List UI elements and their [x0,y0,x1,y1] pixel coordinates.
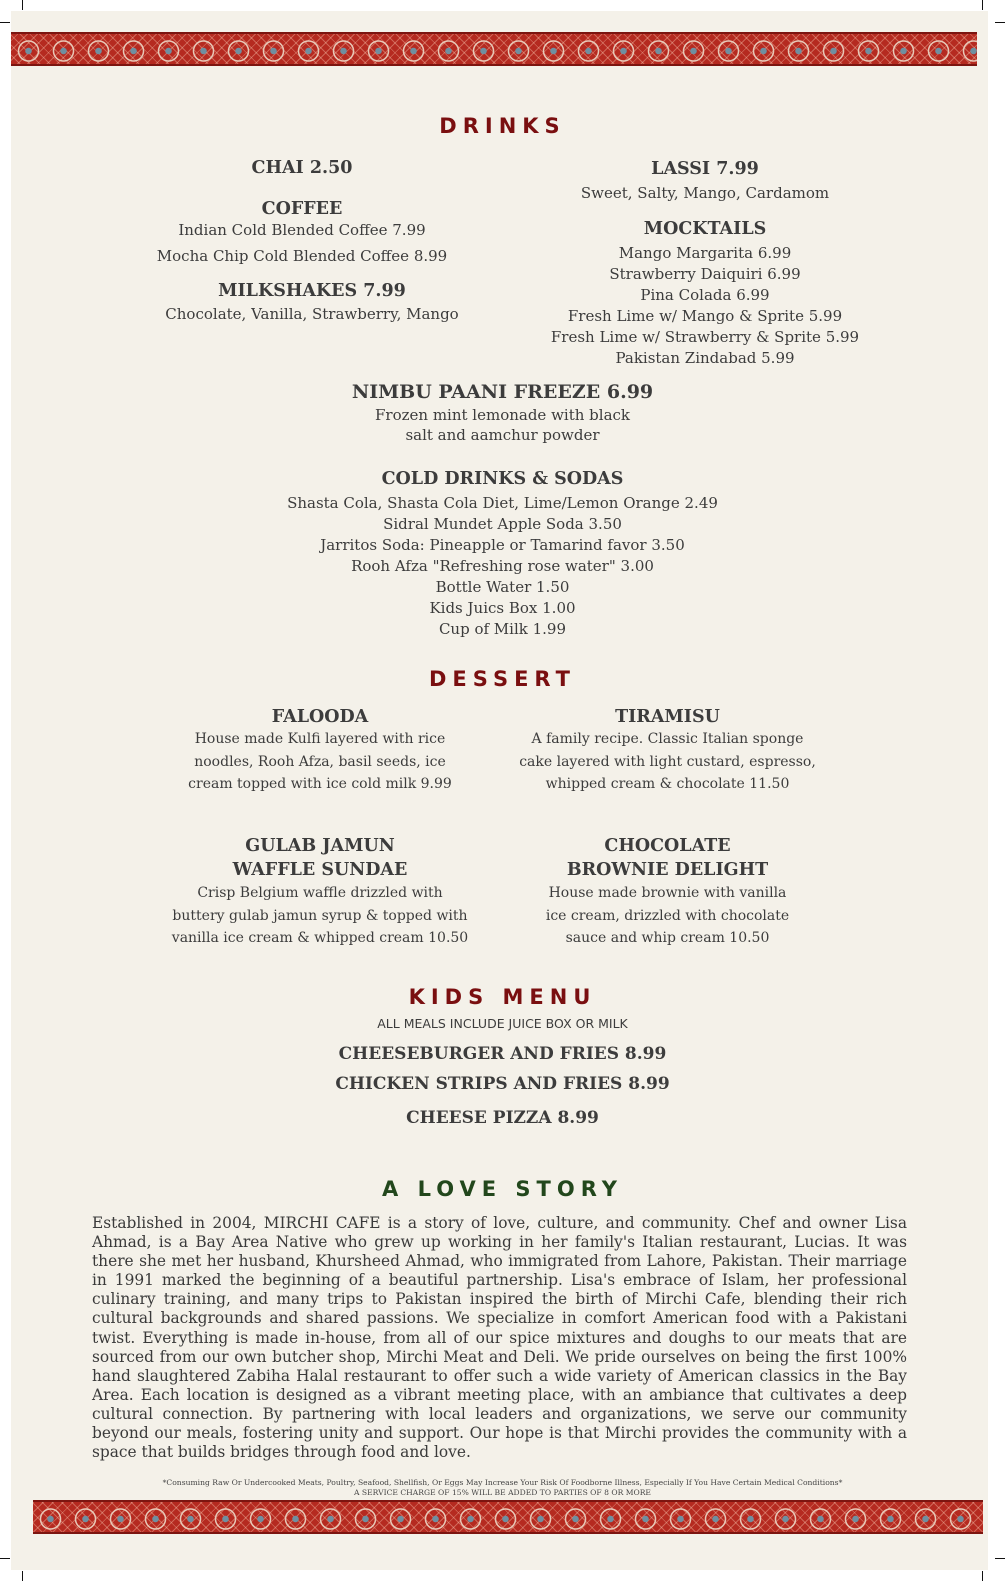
nimbu-section [0,380,1005,445]
gulab-heading: GULAB JAMUN [245,836,395,856]
crop-mark [0,1558,10,1559]
brownie-desc: ice cream, drizzled with chocolate [545,907,790,924]
falooda-heading: FALOODA [271,707,369,727]
tiramisu-desc: A family recipe. Classic Italian sponge [531,731,804,747]
gulab-desc: buttery gulab jamun syrup & topped with [172,907,468,924]
tiramisu-section [510,706,825,796]
mocktail-item: Fresh Lime w/ Strawberry & Sprite 5.99 [550,328,860,346]
crop-mark [982,1571,983,1581]
falooda-desc: House made Kulfi layered with rice [194,731,446,747]
brownie-heading: CHOCOLATE [604,836,731,856]
mocktail-item: Strawberry Daiquiri 6.99 [609,265,801,283]
cold-drink-item: Bottle Water 1.50 [435,578,570,596]
milkshakes-section [144,280,480,326]
crop-mark [0,22,10,23]
crop-mark [995,22,1005,23]
mocktail-item: Pakistan Zindabad 5.99 [615,349,795,367]
lassi-flavors: Sweet, Salty, Mango, Cardamom [580,184,830,202]
mocktail-item: Pina Colada 6.99 [640,286,770,304]
tiramisu-desc: whipped cream & chocolate 11.50 [545,776,790,792]
nimbu-heading: NIMBU PAANI FREEZE 6.99 [351,381,654,403]
kids-subtitle: ALL MEALS INCLUDE JUICE BOX OR MILK [377,1016,628,1031]
cold-drink-item: Shasta Cola, Shasta Cola Diet, Lime/Lemon Orange 2.49 [287,494,718,512]
cold-drink-item: Jarritos Soda: Pineapple or Tamarind favor 3.50 [320,536,685,554]
milkshakes-flavors: Chocolate, Vanilla, Strawberry, Mango [165,305,459,323]
nimbu-desc: Frozen mint lemonade with black [375,406,630,424]
drinks-title: DRINKS [439,114,566,138]
story-body: Established in 2004, MIRCHI CAFE is a story of love, culture, and community. Chef and owner Lisa Ahmad, is a Bay Area Native who grew up working in her family's Italian restaurant, Lucias. It was there she met her husband, Khursheed Ahmad, who immigrated from Lahore, Pakistan. Their marriage in 1991 marked the beginning of a beautiful partnership. Lisa's embrace of Islam, her professional culinary training, and many trips to Pakistan inspired the birth of Mirchi Cafe, blending their rich cultural backgrounds and shared passions. We specialize in comfort American food with a Pakistani twist. Everything is made in-house, from all of our spice mixtures and doughs to our meats that are sourced from our own butcher shop, Mirchi Meat and Deli. We pride ourselves on being the first 100% hand slaughtered Zabiha Halal restaurant to offer such a wide variety of American classics in the Bay Area. Each location is designed as a vibrant meeting place, with an ambiance that cultivates a deep cultural connection. By partnering with local leaders and organizations, we serve our community beyond our meals, fostering unity and support. Our hope is that Mirchi provides the community with a space that builds bridges through food and love. [92,1214,907,1462]
tiramisu-heading: TIRAMISU [615,707,720,727]
brownie-desc: sauce and whip cream 10.50 [565,930,770,946]
gulab-section [160,834,480,950]
service-charge-note: A SERVICE CHARGE OF 15% WILL BE ADDED TO PARTIES OF 8 OR MORE [354,1488,651,1497]
falooda-section [170,706,470,796]
top-pattern-band [11,32,977,66]
gulab-heading: WAFFLE SUNDAE [232,860,408,880]
mocktails-section [540,218,870,369]
coffee-item: Mocha Chip Cold Blended Coffee 8.99 [156,247,448,265]
cold-drink-item: Sidral Mundet Apple Soda 3.50 [383,515,622,533]
milkshakes-heading: MILKSHAKES 7.99 [218,281,406,301]
cold-drink-item: Rooh Afza "Refreshing rose water" 3.00 [351,557,654,575]
cold-drinks-heading: COLD DRINKS & SODAS [381,469,624,489]
cold-drink-item: Kids Juics Box 1.00 [429,599,576,617]
kids-item: CHEESEBURGER AND FRIES 8.99 [338,1044,667,1064]
crop-mark [995,1558,1005,1559]
story-title: A LOVE STORY [382,1177,623,1201]
chai-heading: CHAI 2.50 [251,158,353,178]
coffee-item: Indian Cold Blended Coffee 7.99 [178,221,426,239]
kids-item: CHICKEN STRIPS AND FRIES 8.99 [335,1074,670,1094]
brownie-section [510,834,825,950]
kids-menu-title: KIDS MENU [408,985,597,1009]
tiramisu-desc: cake layered with light custard, espresso, [519,753,816,770]
gulab-desc: vanilla ice cream & whipped cream 10.50 [171,930,469,946]
brownie-heading: BROWNIE DELIGHT [566,860,769,880]
falooda-desc: noodles, Rooh Afza, basil seeds, ice [194,753,446,770]
nimbu-desc: salt and aamchur powder [405,426,600,444]
crop-mark [22,0,23,10]
cold-drink-item: Cup of Milk 1.99 [438,620,567,638]
gulab-desc: Crisp Belgium waffle drizzled with [197,885,443,901]
coffee-section [144,198,460,266]
crop-mark [22,1571,23,1581]
mocktail-item: Fresh Lime w/ Mango & Sprite 5.99 [567,307,843,325]
mocktail-item: Mango Margarita 6.99 [618,244,792,262]
chai-item [160,158,444,178]
bottom-pattern-band [33,1500,983,1534]
mocktails-heading: MOCKTAILS [643,219,767,239]
crop-mark [982,0,983,10]
brownie-desc: House made brownie with vanilla [548,885,787,901]
lassi-section [540,158,870,206]
cold-drinks-section [0,467,1005,640]
dessert-title: DESSERT [429,667,576,691]
coffee-heading: COFFEE [261,199,343,219]
falooda-desc: cream topped with ice cold milk 9.99 [188,776,452,792]
lassi-heading: LASSI 7.99 [651,159,759,179]
kids-item: CHEESE PIZZA 8.99 [406,1108,599,1128]
foodborne-warning: *Consuming Raw Or Undercooked Meats, Poultry, Seafood, Shellfish, Or Eggs May Increase Your Risk Of Foodborne Illness, Especially If You Have Certain Medical Conditions* [162,1478,843,1487]
